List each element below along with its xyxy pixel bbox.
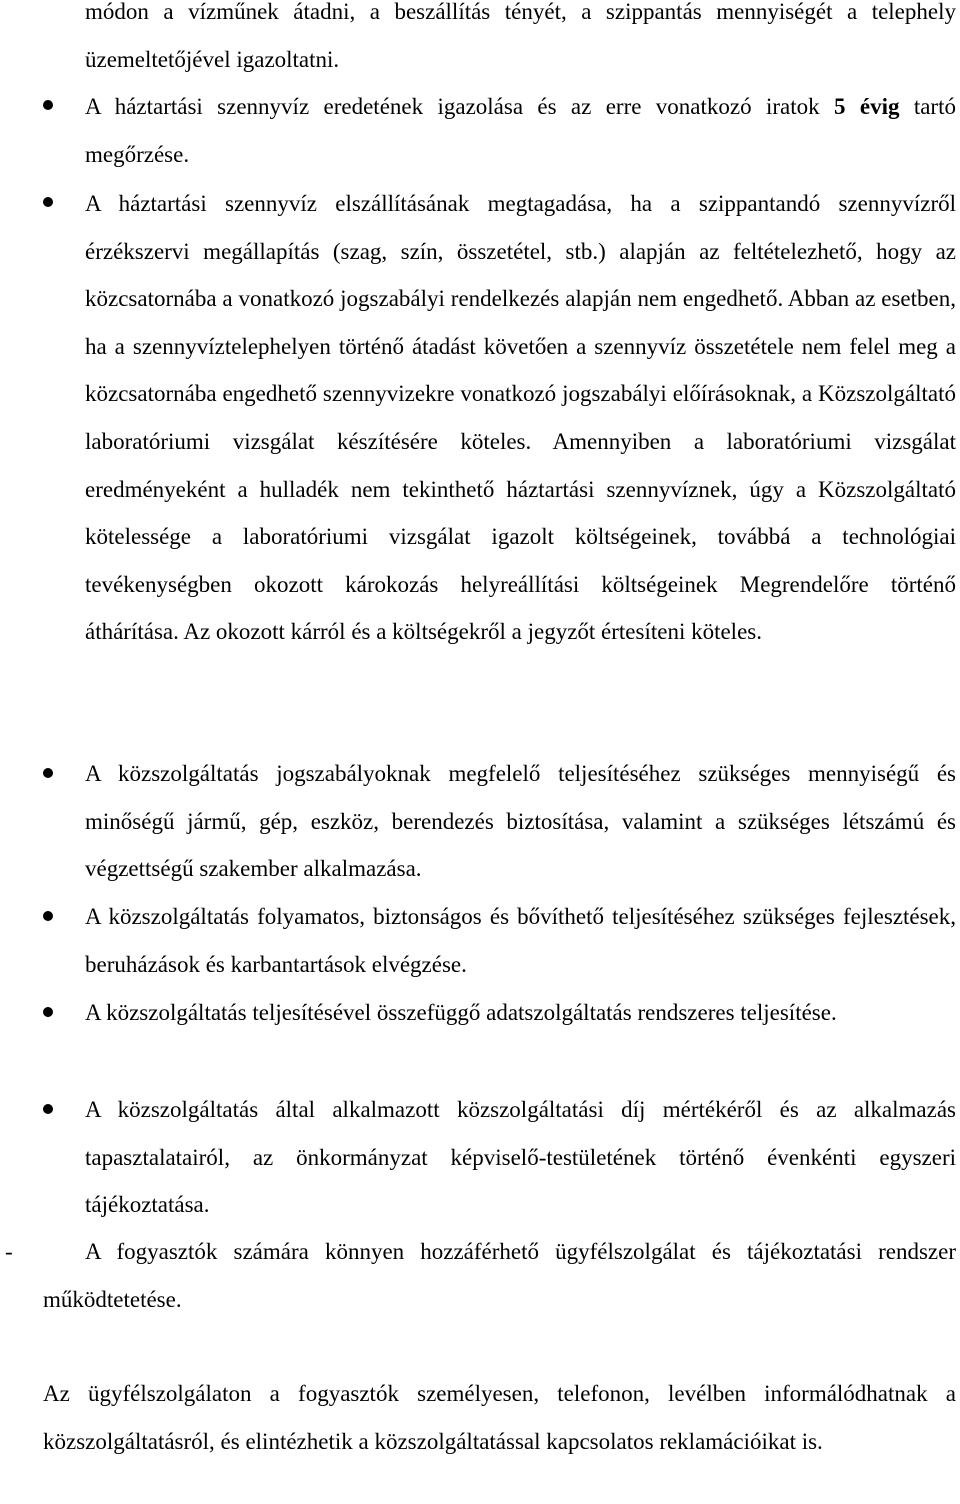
bullet-item-6: A közszolgáltatás által alkalmazott közszolgáltatási díj mértékéről és az alkalmazás tapasztalatairól, az önkormányzat képviselő-testületének történő évenkénti egyszeri tájékoztatása.	[85, 1097, 956, 1218]
bullet-item-2: A háztartási szennyvíz elszállításának megtagadása, ha a szippantandó szennyvízről érzékszervi megállapítás (szag, szín, összetétel, stb.) alapján az feltételezhető, hogy az közcsatornába a vonatkozó jogszabályi rendelkezés alapján nem engedhető. Abban az esetben, ha a szennyvíztelephelyen történő átadást követően a szennyvíz összetétele nem felel meg a közcsatornába engedhető szennyvizekre vonatkozó jogszabályi előírásoknak, a Közszolgáltató laboratóriumi vizsgálat készítésére köteles. Amennyiben a laboratóriumi vizsgálat eredményeként a hulladék nem tekinthető háztartási szennyvíznek, úgy a Közszolgáltató kötelessége a laboratóriumi vizsgálat igazolt költségeinek, továbbá a technológiai tevékenységben okozott károkozás helyreállítási költségeinek Megrendelőre történő áthárítása. Az okozott kárról és a költségekről a jegyzőt értesíteni köteles.	[85, 191, 956, 645]
dash-marker: -	[5, 1239, 13, 1264]
bullet-item-5: A közszolgáltatás teljesítésével összefüggő adatszolgáltatás rendszeres teljesítése.	[85, 1000, 837, 1025]
bullet-item-3: A közszolgáltatás jogszabályoknak megfelelő teljesítéséhez szükséges mennyiségű és minőségű jármű, gép, eszköz, berendezés biztosítása, valamint a szükséges létszámú és végzettségű szakember alkalmazása.	[85, 761, 956, 882]
closing-paragraph: Az ügyfélszolgálaton a fogyasztók személyesen, telefonon, levélben informálódhatnak a közszolgáltatásról, és elintézhetik a közszolgáltatással kapcsolatos reklamációikat is.	[43, 1381, 956, 1454]
bullet-dot	[43, 768, 53, 778]
bullet-item-1	[85, 83, 956, 178]
bullet-dot	[43, 100, 53, 110]
bullet-dot	[43, 197, 53, 207]
bullet-item-1-pre: A háztartási szennyvíz eredetének igazolása és az erre vonatkozó iratok	[85, 94, 834, 119]
bullet-item-1-post: tartó megőrzése.	[85, 94, 956, 167]
bullet-dot	[43, 1007, 53, 1017]
continuation-paragraph: módon a vízműnek átadni, a beszállítás tényét, a szippantás mennyiségét a telephely üzemeltetőjével igazoltatni.	[85, 0, 956, 72]
bullet-item-4: A közszolgáltatás folyamatos, biztonságos és bővíthető teljesítéséhez szükséges fejlesztések, beruházások és karbantartások elvégzése.	[85, 904, 956, 977]
bullet-dot	[43, 1104, 53, 1114]
bullet-dot	[43, 911, 53, 921]
dash-item: A fogyasztók számára könnyen hozzáférhető ügyfélszolgálat és tájékoztatási rendszer működtetetése.	[43, 1239, 956, 1312]
bullet-item-1-bold: 5 évig	[834, 94, 900, 119]
